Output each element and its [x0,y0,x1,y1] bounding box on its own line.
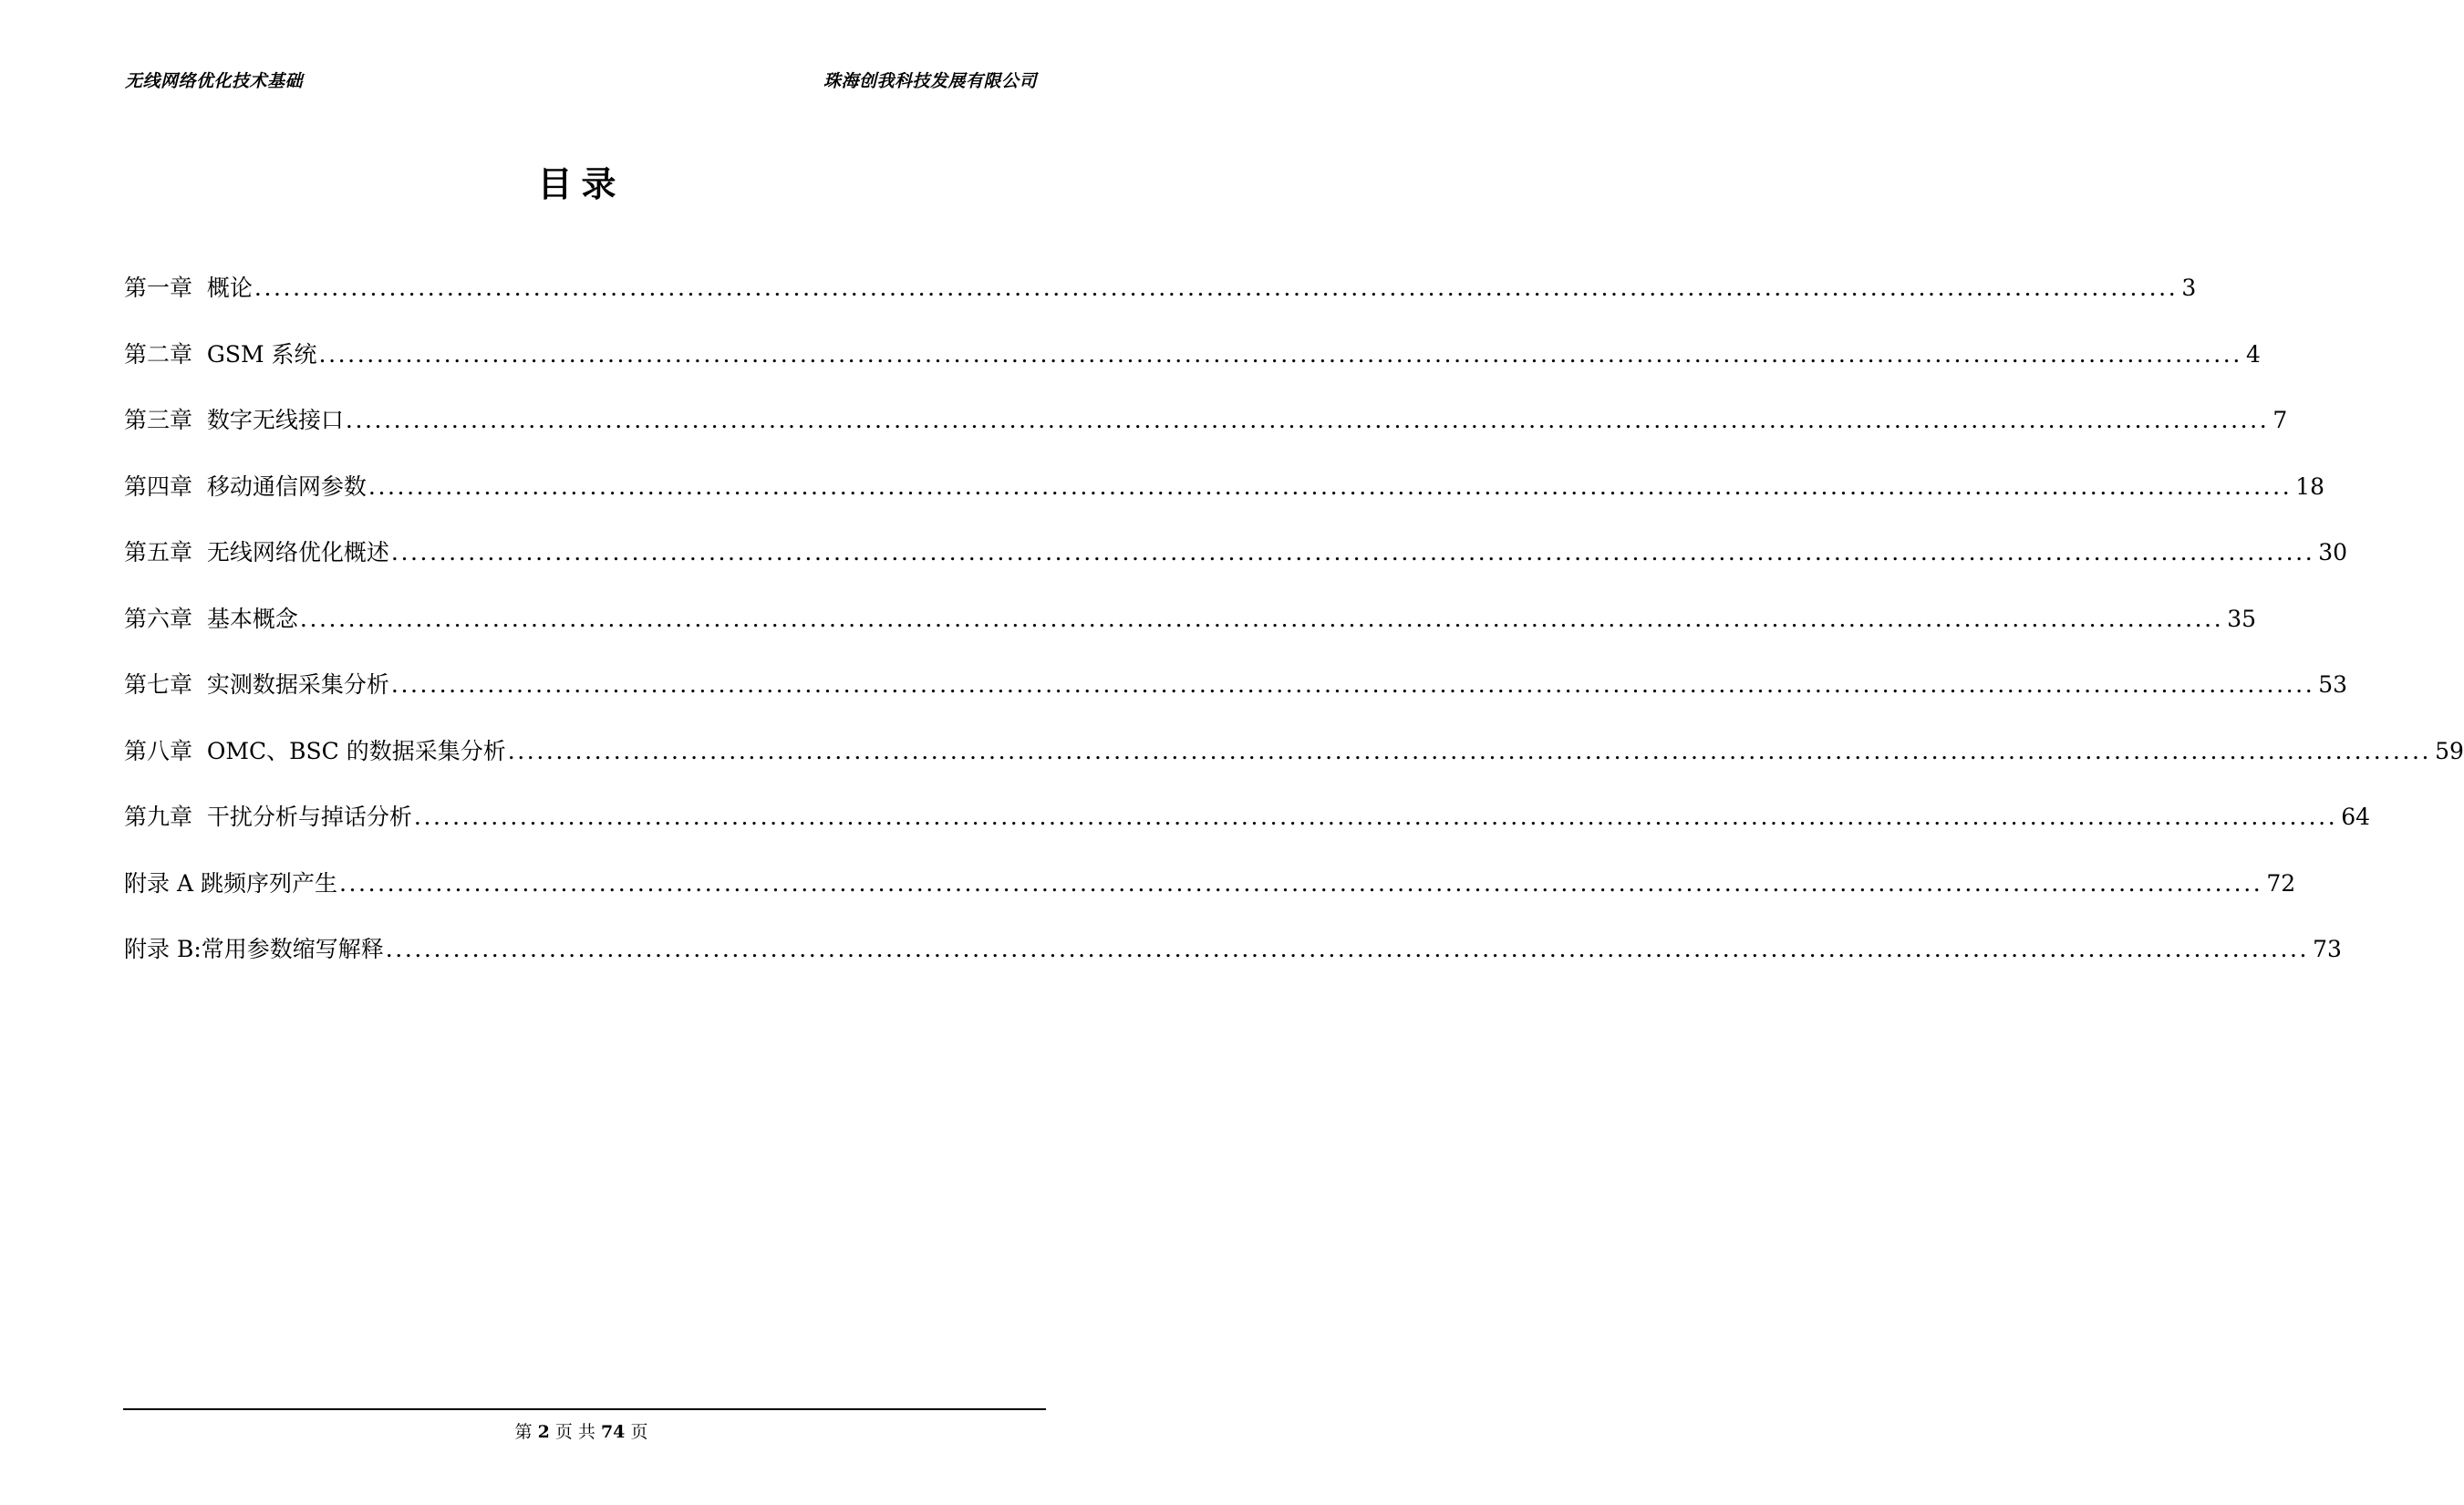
table-of-contents [124,272,2464,1000]
toc-entry-label: 第一章 概论 [124,275,253,301]
toc-entry-page: 59 [2435,737,2464,764]
toc-leader-dots: ........................................................................................................................................................................................................ [507,737,2432,764]
toc-entry-page: 64 [2341,804,2371,830]
toc-entry-chapter-5[interactable] [124,536,2348,603]
toc-entry-appendix-b[interactable] [124,933,2342,1000]
toc-entry-label: 第六章 基本概念 [124,605,298,632]
toc-entry-page: 3 [2181,275,2197,301]
toc-leader-dots: ........................................................................................................................................................................................................ [368,472,2293,500]
toc-entry-label: 附录 B:常用参数缩写解释 [124,936,384,962]
page-footer [0,1420,1163,1444]
toc-entry-page: 7 [2272,407,2288,433]
toc-entry-page: 72 [2266,869,2296,897]
footer-divider [123,1408,1046,1410]
toc-entry-label: 第九章 干扰分析与掉话分析 [124,804,412,830]
toc-entry-chapter-1[interactable] [124,272,2197,338]
toc-entry-appendix-a[interactable] [124,867,2296,934]
toc-leader-dots: ........................................................................................................................................................................................................ [390,671,2315,698]
toc-leader-dots: ........................................................................................................................................................................................................ [299,605,2224,632]
page-header [125,66,1037,93]
toc-leader-dots: ........................................................................................................................................................................................................ [318,340,2242,368]
footer-suffix: 页 [630,1422,648,1442]
toc-entry-label: 第八章 OMC、BSC 的数据采集分析 [124,737,506,764]
footer-current-page: 2 [537,1422,550,1442]
toc-entry-chapter-6[interactable] [124,603,2257,669]
footer-prefix: 第 [514,1422,533,1442]
toc-entry-label: 第二章 GSM 系统 [124,340,317,368]
toc-entry-chapter-4[interactable] [124,471,2325,537]
toc-entry-chapter-2[interactable] [124,338,2261,405]
toc-entry-label: 第三章 数字无线接口 [124,407,344,433]
toc-entry-chapter-8[interactable] [124,735,2464,802]
toc-title: 目录 [537,164,626,204]
footer-total-pages: 74 [600,1422,626,1442]
toc-entry-label: 附录 A 跳频序列产生 [124,869,337,897]
toc-entry-label: 第五章 无线网络优化概述 [124,539,389,566]
header-company-name: 珠海创我科技发展有限公司 [823,70,1037,91]
toc-entry-page: 18 [2295,472,2325,500]
toc-leader-dots: ........................................................................................................................................................................................................ [390,539,2315,566]
toc-leader-dots: ........................................................................................................................................................................................................ [413,804,2338,830]
toc-entry-page: 53 [2318,671,2348,698]
toc-leader-dots: ........................................................................................................................................................................................................ [338,869,2263,897]
toc-leader-dots: ........................................................................................................................................................................................................ [385,936,2310,962]
toc-entry-label: 第七章 实测数据采集分析 [124,671,389,698]
toc-leader-dots: ........................................................................................................................................................................................................ [254,275,2179,301]
header-document-title: 无线网络优化技术基础 [125,70,304,91]
toc-entry-label: 第四章 移动通信网参数 [124,472,367,500]
toc-entry-chapter-3[interactable] [124,404,2288,471]
toc-entry-page: 4 [2246,340,2261,368]
toc-entry-chapter-7[interactable] [124,669,2348,735]
toc-entry-page: 35 [2227,605,2257,632]
toc-leader-dots: ........................................................................................................................................................................................................ [345,407,2270,433]
toc-entry-page: 73 [2313,936,2342,962]
footer-middle: 页 共 [554,1422,595,1442]
toc-entry-page: 30 [2318,539,2348,566]
toc-entry-chapter-9[interactable] [124,801,2371,867]
